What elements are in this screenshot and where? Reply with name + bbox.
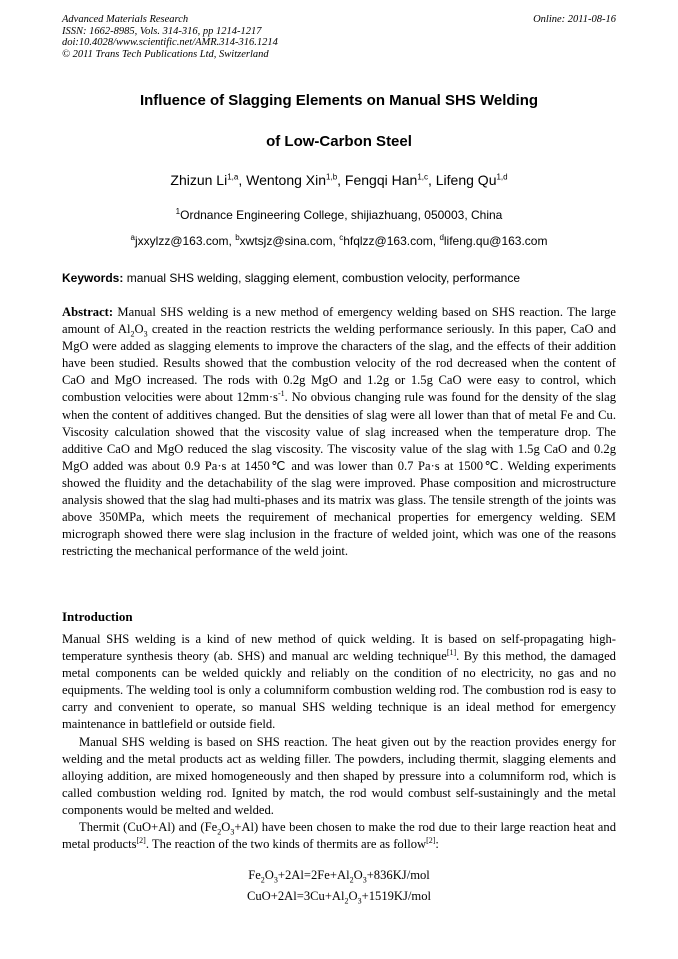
paper-title-line-1: Influence of Slagging Elements on Manual SHS Welding (139, 92, 539, 109)
subscript: 3 (362, 875, 367, 885)
intro-paragraph-1 (62, 631, 616, 734)
subscript: 2 (130, 329, 135, 339)
equation-text: O (264, 868, 274, 882)
subscript: 3 (357, 896, 362, 906)
author-separator: , (427, 172, 436, 188)
equation-text: +836KJ/mol (366, 868, 430, 882)
abstract-text: . No obvious changing rule was found for the density of the slag when the content of additives changed. But the densities of slag were all lower than that of metal Fe and Cu. Viscosity calculation showed that the viscosity value of slag increased when the temperature drop. The additive CaO and MgO reduced the slag viscosity. The viscosity value of the slag with 1.5g CaO and 0.2g MgO added was about 0.9 Pa·s at 1450℃ and was lower than 0.7 Pa·s at 1500℃. Welding experiments showed the fluidity and the detachability of the slag were improved. Phase composition and microstructure analysis showed that the slag had multi-phases and its matrix was glass. The tensile strength of the joints was above 350MPa, which meets the requirement of mechanical properties for emergency welding. SEM micrograph showed there were slag inclusion in the fracture of welded joint, which was one of the reasons restricting the mechanical performance of the weld joint. (62, 390, 616, 559)
subscript: 3 (230, 827, 235, 837)
subscript: 2 (344, 896, 349, 906)
paragraph-text: . The reaction of the two kinds of thermits are as follow (145, 837, 427, 852)
subscript: 2 (349, 875, 354, 885)
affiliation (62, 208, 616, 222)
section-heading-introduction: Introduction (62, 609, 133, 624)
paragraph-text: : (435, 837, 439, 852)
author-separator: , (337, 172, 345, 188)
email-list (62, 234, 616, 248)
email-mark: b (235, 233, 240, 242)
subscript: 3 (143, 329, 148, 339)
superscript: -1 (277, 389, 285, 399)
paragraph-text: +Al) have been chosen to make the rod due to their large reaction heat and metal products (62, 820, 616, 852)
equation-fe2o3 (62, 868, 616, 883)
keywords-label: Keywords: (62, 271, 124, 285)
author-name: Zhizun Li (170, 172, 228, 188)
intro-paragraph-3 (62, 819, 616, 853)
email-address: hfqlzz@163.com (343, 234, 433, 248)
email-separator: , (332, 234, 340, 248)
citation-ref: [2] (426, 835, 436, 845)
author-affiliation-mark: 1,a (227, 172, 239, 182)
affiliation-text: Ordnance Engineering College, shijiazhuang, 050003, China (180, 208, 503, 222)
email-address: lifeng.qu@163.com (443, 234, 548, 248)
abstract-label: Abstract: (62, 305, 114, 319)
citation-ref: [1] (446, 647, 457, 657)
journal-header (62, 14, 616, 60)
affiliation-mark: 1 (175, 207, 181, 216)
author-affiliation-mark: 1,d (496, 172, 508, 182)
author-name: Fengqi Han (344, 172, 418, 188)
journal-name: Advanced Materials Research (62, 14, 189, 25)
citation-ref: [2] (136, 835, 146, 845)
paragraph-text: Manual SHS welding is a kind of new method of quick welding. It is based on self-propagating high-temperature synthesis theory (ab. SHS) and manual arc welding technique (62, 632, 616, 664)
paper-title-line-2: of Low-Carbon Steel (266, 133, 412, 150)
email-mark: d (439, 233, 444, 242)
email-separator: , (228, 234, 236, 248)
abstract-text: O (134, 322, 144, 337)
equation-text: Fe (248, 868, 261, 882)
email-address: jxxylzz@163.com (134, 234, 229, 248)
subscript: 2 (217, 827, 222, 837)
subscript: 2 (260, 875, 265, 885)
author-name: Lifeng Qu (435, 172, 497, 188)
email-separator: , (432, 234, 440, 248)
doi-line: doi:10.4028/www.scientific.net/AMR.314-316.1214 (62, 37, 278, 48)
intro-paragraph-2: Manual SHS welding is based on SHS reaction. The heat given out by the reaction provides energy for welding and the metal products act as welding filler. The powders, including thermit, slagging elements and alloying addition, are mixed homogeneously and then shaped by pressure into a columniform rod, which is called combustion welding rod. Ignited by match, the rod would combust self-sustainingly and the metal components would be melted and welded. (62, 734, 616, 817)
paragraph-text: . By this method, the damaged metal components can be welded quickly and reliably on the condition of no electricity, no gas and no equipments. The welding tool is only a columniform combustion welding rod. The combustion rod is easy to carry and convenient to operate, so manual SHS welding technique is an ideal method for emergency maintenance in battlefield or outside field. (62, 649, 616, 732)
keywords-text: manual SHS welding, slagging element, combustion velocity, performance (123, 271, 521, 285)
email-address: xwtsjz@sina.com (239, 234, 333, 248)
paragraph-text: O (221, 820, 231, 835)
paragraph-text: Thermit (CuO+Al) and (Fe (79, 820, 218, 835)
equation-text: CuO+2Al=3Cu+Al (246, 889, 345, 903)
equation-text: O (348, 889, 358, 903)
equation-text: +1519KJ/mol (361, 889, 432, 903)
introduction-body (62, 631, 616, 853)
abstract-text: created in the reaction restricts the welding performance seriously. In this paper, CaO and MgO were added as slagging elements to improve the characters of the slag, and the effects of their addition have been studied. Results showed that the combustion velocity of the rod decreased when the content of CaO and MgO increased. The rods with 0.2g MgO and 1.2g or 1.5g CaO were easy to control, which combustion velocities were about 12mm·s (62, 322, 617, 405)
abstract-text: Manual SHS welding is a new method of emergency welding based on SHS reaction. The large amount of Al (62, 305, 616, 337)
author-name: Wentong Xin (246, 172, 327, 188)
online-date: Online: 2011-08-16 (533, 14, 616, 25)
equation-text: O (353, 868, 363, 882)
equation-text: +2Al=2Fe+Al (277, 868, 350, 882)
author-separator: , (238, 172, 247, 188)
email-mark: c (339, 233, 344, 242)
keywords (62, 271, 616, 285)
issn-line: ISSN: 1662-8985, Vols. 314-316, pp 1214-1217 (62, 25, 262, 37)
author-list (62, 172, 616, 188)
author-affiliation-mark: 1,c (417, 172, 428, 182)
author-affiliation-mark: 1,b (326, 172, 338, 182)
subscript: 3 (273, 875, 278, 885)
copyright-line: © 2011 Trans Tech Publications Ltd, Switzerland (62, 48, 269, 60)
equation-cuo (62, 889, 616, 904)
abstract (62, 304, 616, 560)
email-mark: a (130, 233, 135, 242)
